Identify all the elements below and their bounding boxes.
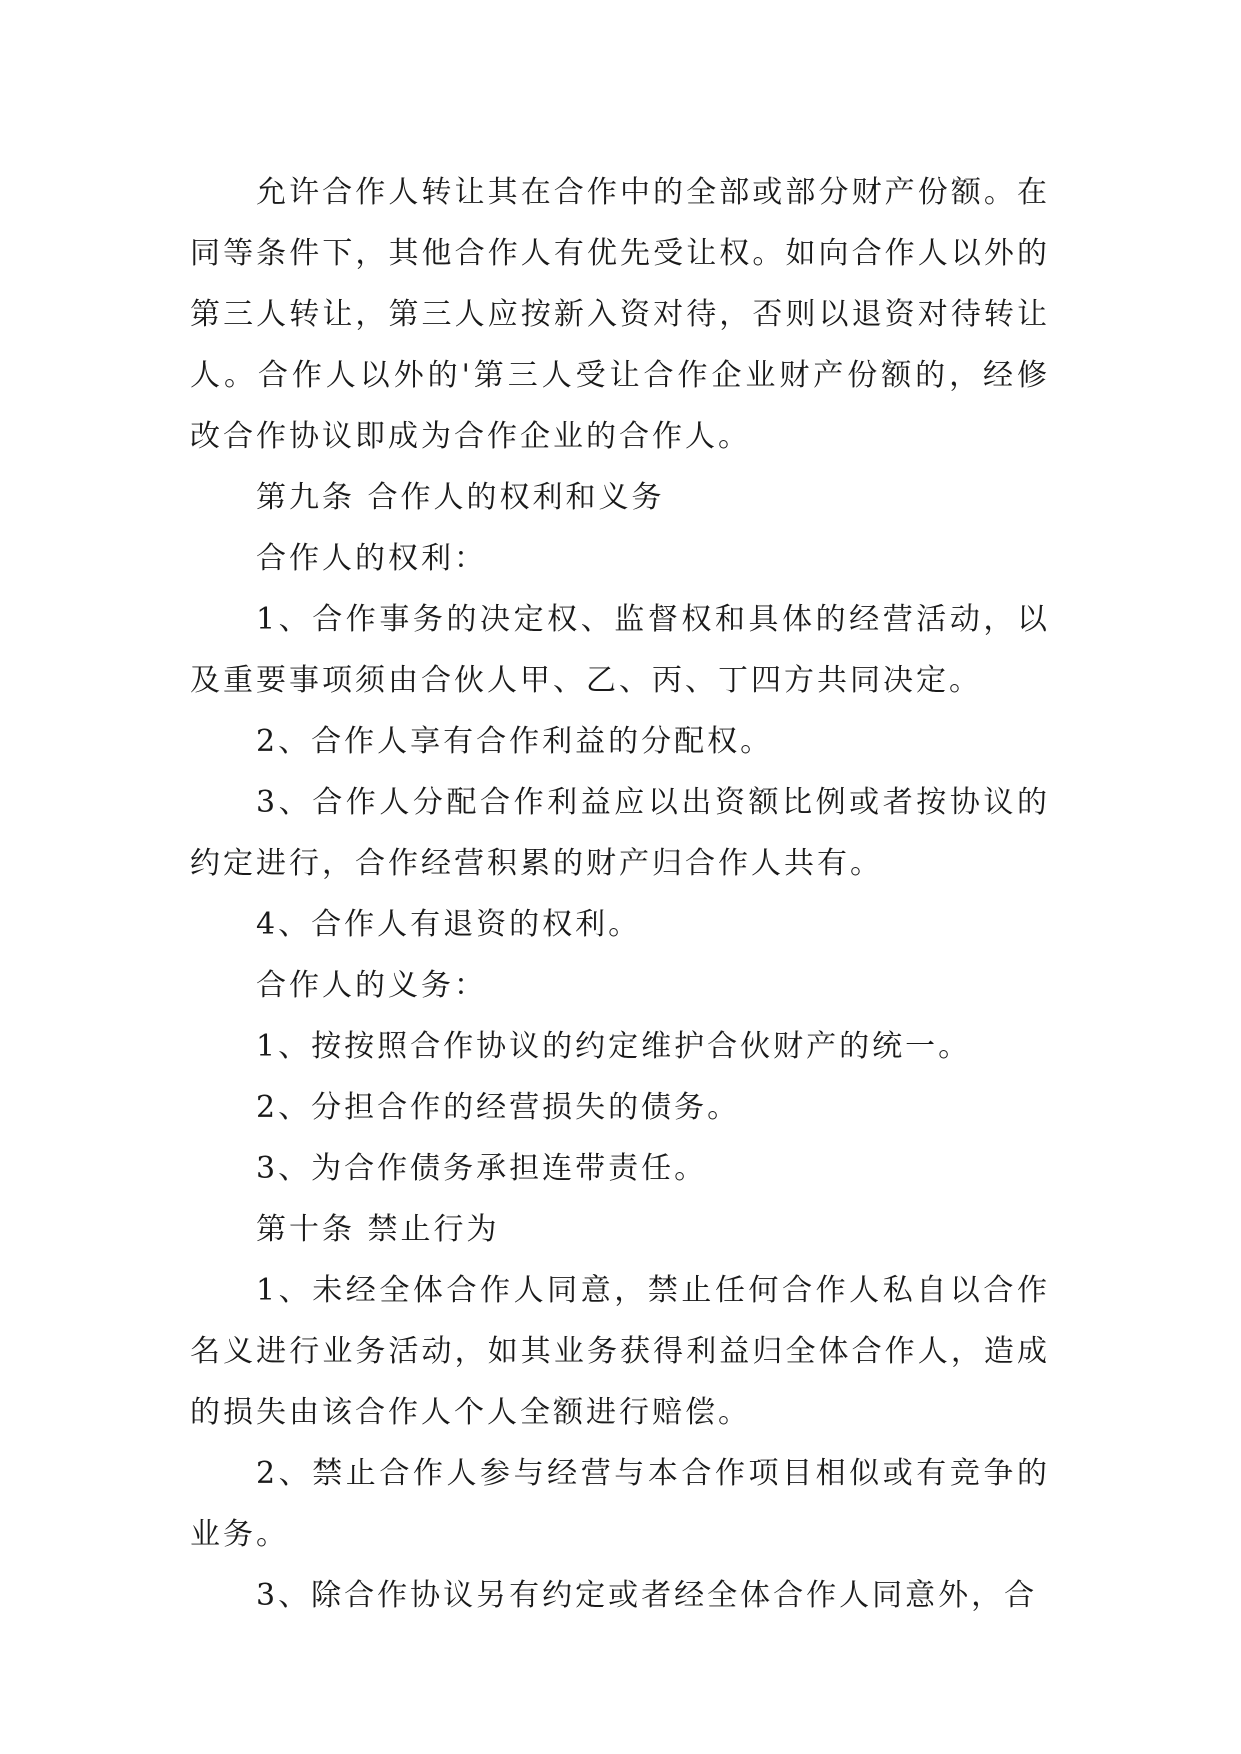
prohibited-item-1: 1、未经全体合作人同意，禁止任何合作人私自以合作名义进行业务活动，如其业务获得利益归全体合作人，造成的损失由该合作人个人全额进行赔偿。	[190, 1273, 1050, 1430]
prohibited-item-2: 2、禁止合作人参与经营与本合作项目相似或有竞争的业务。	[190, 1456, 1050, 1552]
rights-item-1: 1、合作事务的决定权、监督权和具体的经营活动，以及重要事项须由合伙人甲、乙、丙、丁四方共同决定。	[190, 602, 1050, 698]
obligations-item-3: 3、为合作债务承担连带责任。	[256, 1151, 708, 1186]
rights-item-2: 2、合作人享有合作利益的分配权。	[256, 724, 774, 759]
heading-article-9: 第九条 合作人的权利和义务	[256, 480, 665, 515]
document-body	[190, 162, 1050, 1626]
prohibited-item-3: 3、除合作协议另有约定或者经全体合作人同意外，合	[256, 1578, 1038, 1613]
rights-item-4: 4、合作人有退资的权利。	[256, 907, 642, 942]
paragraph-transfer-clause: 允许合作人转让其在合作中的全部或部分财产份额。在同等条件下，其他合作人有优先受让权。如向合作人以外的第三人转让，第三人应按新入资对待，否则以退资对待转让人。合作人以外的'第三人受让合作企业财产份额的，经修改合作协议即成为合作企业的合作人。	[190, 175, 1050, 454]
subheading-rights: 合作人的权利：	[256, 541, 487, 576]
heading-article-10: 第十条 禁止行为	[256, 1212, 500, 1247]
subheading-obligations: 合作人的义务：	[256, 968, 487, 1003]
rights-item-3: 3、合作人分配合作利益应以出资额比例或者按协议的约定进行，合作经营积累的财产归合作人共有。	[190, 785, 1050, 881]
obligations-item-2: 2、分担合作的经营损失的债务。	[256, 1090, 741, 1125]
obligations-item-1: 1、按按照合作协议的约定维护合伙财产的统一。	[256, 1029, 972, 1064]
